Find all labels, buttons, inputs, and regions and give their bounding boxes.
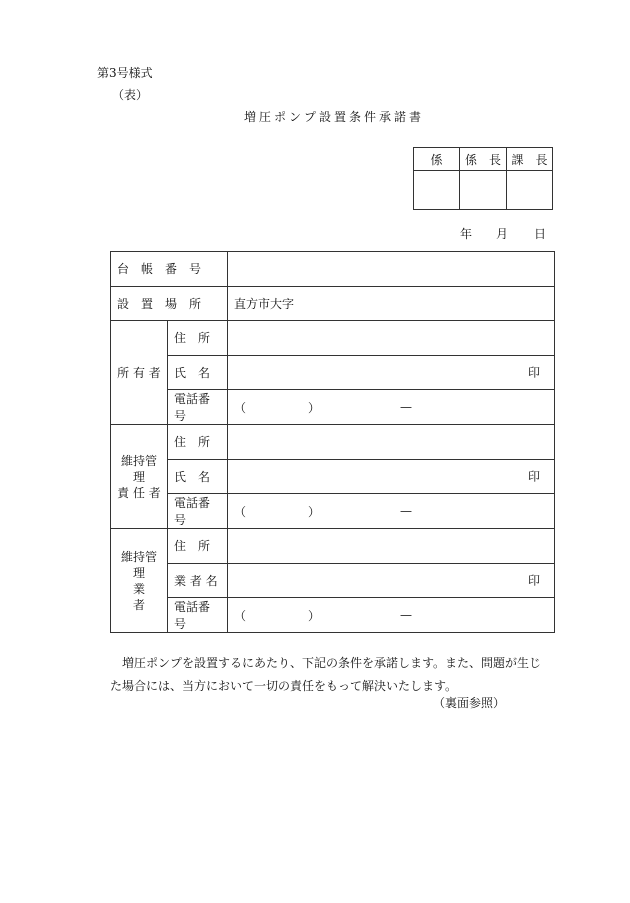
phone-paren-close: ） bbox=[308, 400, 321, 415]
contractor-phone-field[interactable] bbox=[228, 598, 555, 633]
manager-seal-mark: 印 bbox=[527, 469, 540, 484]
manager-label-line1: 維持管理 bbox=[120, 453, 157, 484]
phone-paren-open: （ bbox=[234, 608, 247, 623]
consent-statement: 増圧ポンプを設置するにあたり、下記の条件を承諾します。また、問題が生じた場合には、当方において一切の責任をもって解決いたします。 bbox=[110, 656, 542, 693]
phone-paren-close: ） bbox=[308, 504, 321, 519]
owner-address-field[interactable] bbox=[228, 321, 555, 356]
owner-name-field[interactable] bbox=[228, 355, 555, 390]
stamp-header-manager: 課 長 bbox=[507, 148, 553, 171]
contractor-phone-label: 電話番号 bbox=[168, 598, 228, 633]
phone-paren-open: （ bbox=[234, 504, 247, 519]
manager-phone-field[interactable] bbox=[228, 494, 555, 529]
stamp-cell-staff[interactable] bbox=[414, 171, 460, 210]
phone-dash: — bbox=[400, 400, 412, 414]
manager-name-label: 氏 名 bbox=[168, 459, 228, 494]
phone-paren-close: ） bbox=[308, 608, 321, 623]
contractor-label-line2: 業 者 bbox=[132, 581, 170, 612]
approval-stamp-box bbox=[413, 147, 553, 210]
manager-address-label: 住 所 bbox=[168, 425, 228, 460]
owner-phone-label: 電話番号 bbox=[168, 390, 228, 425]
date-day-label: 日 bbox=[534, 227, 547, 241]
side-label: （表） bbox=[112, 88, 149, 102]
stamp-cell-manager[interactable] bbox=[507, 171, 553, 210]
owner-name-label: 氏 名 bbox=[168, 355, 228, 390]
owner-group-label bbox=[111, 321, 168, 425]
contractor-label-line1: 維持管理 bbox=[120, 549, 157, 580]
stamp-header-staff: 係 bbox=[414, 148, 460, 171]
application-form-table bbox=[110, 251, 555, 633]
manager-phone-label: 電話番号 bbox=[168, 494, 228, 529]
phone-dash: — bbox=[400, 504, 412, 518]
stamp-cell-chief[interactable] bbox=[460, 171, 507, 210]
owner-phone-field[interactable] bbox=[228, 390, 555, 425]
installation-location-label: 設 置 場 所 bbox=[111, 286, 228, 321]
registry-row bbox=[111, 252, 555, 287]
installation-location-field[interactable]: 直方市大字 bbox=[228, 286, 555, 321]
manager-group-label bbox=[111, 425, 168, 529]
back-side-reference: （裏面参照） bbox=[433, 696, 506, 710]
registry-number-field[interactable] bbox=[228, 252, 555, 287]
stamp-header-chief: 係 長 bbox=[460, 148, 507, 171]
owner-label-line1: 所 有 者 bbox=[117, 365, 161, 380]
contractor-group-label bbox=[111, 529, 168, 633]
contractor-address-label: 住 所 bbox=[168, 529, 228, 564]
page-title: 増圧ポンプ設置条件承諾書 bbox=[244, 110, 425, 124]
manager-name-field[interactable] bbox=[228, 459, 555, 494]
contractor-name-label: 業 者 名 bbox=[168, 563, 228, 598]
phone-dash: — bbox=[400, 608, 412, 622]
date-month-label: 月 bbox=[496, 227, 509, 241]
manager-label-line2: 責 任 者 bbox=[117, 485, 161, 500]
location-row bbox=[111, 286, 555, 321]
registry-number-label: 台 帳 番 号 bbox=[111, 252, 228, 287]
contractor-seal-mark: 印 bbox=[527, 573, 540, 588]
contractor-name-field[interactable] bbox=[228, 563, 555, 598]
contractor-address-field[interactable] bbox=[228, 529, 555, 564]
owner-seal-mark: 印 bbox=[527, 365, 540, 380]
date-line bbox=[460, 225, 546, 242]
manager-address-field[interactable] bbox=[228, 425, 555, 460]
date-year-label: 年 bbox=[460, 227, 473, 241]
phone-paren-open: （ bbox=[234, 400, 247, 415]
owner-address-label: 住 所 bbox=[168, 321, 228, 356]
form-number: 第3号様式 bbox=[97, 66, 153, 80]
